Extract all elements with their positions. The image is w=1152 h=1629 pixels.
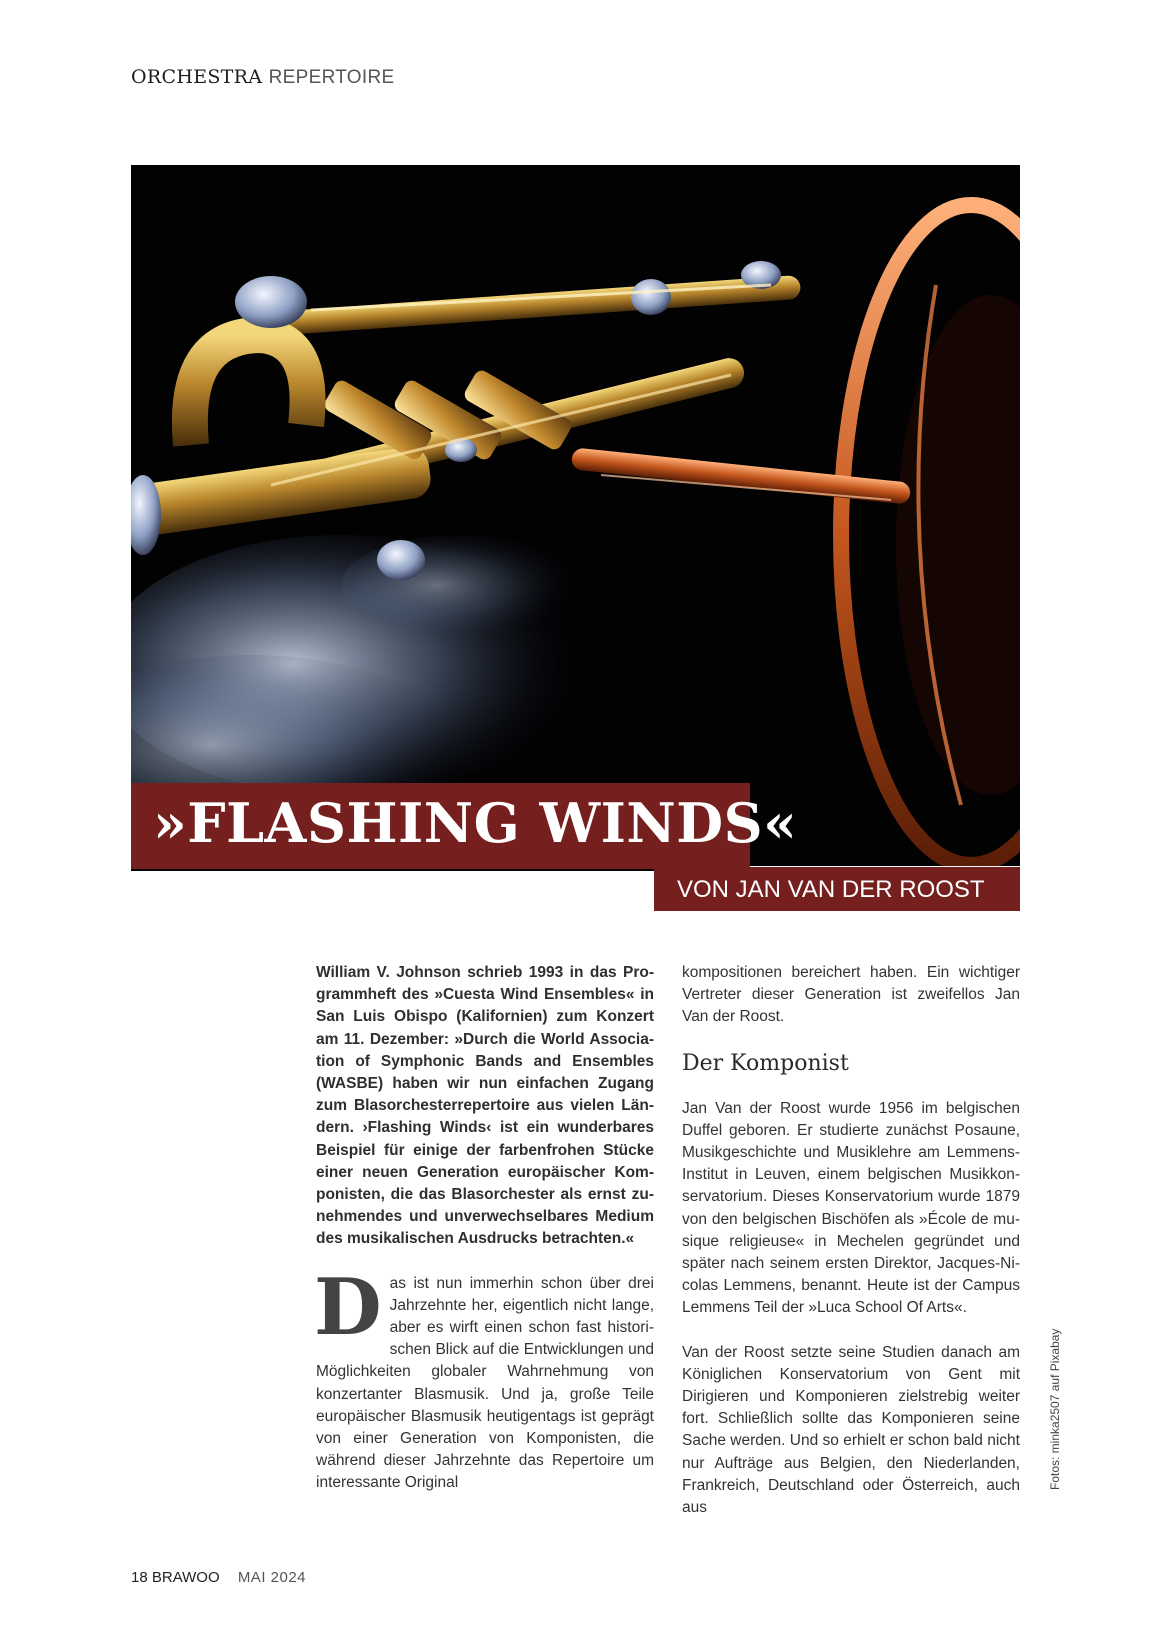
- page-footer: [131, 1569, 306, 1586]
- section-primary: ORCHESTRA: [131, 66, 263, 88]
- body-paragraph-1-right: kompositionen bereichert haben. Ein wichtiger Vertreter dieser Generation ist zweifellos Jan Van der Roost.: [682, 964, 1020, 1026]
- section-label: [131, 66, 394, 89]
- article-subtitle: VON JAN VAN DER ROOST: [677, 876, 985, 903]
- body-paragraph-1-left: as ist nun immerhin schon über drei Jahrzehnte her, eigentlich nicht lange, aber es wirft einen schon fast historischen Blick auf die Entwicklungen und Möglichkeiten globaler Wahrnehmung von konzertanter Blasmusik. Und ja, große Teile europäischer Blasmusik heutigentags ist geprägt von einer Generation von Komponisten, die während dieser Jahrzehnte das Repertoire um interessante Original: [316, 1274, 654, 1492]
- trumpet-photo: [131, 165, 1020, 866]
- body-paragraph-3: Van der Roost setzte seine Studien danach am Königlichen Konservatorium von Gent mit Dirigieren und Komponieren zielstrebig weiter fort. Schließlich sollte das Komponieren seine Sache werden. Und so erhielt er schon bald nicht nur Aufträge aus Belgien, den Niederlanden, Frankreich, Deutschland oder Österreich, auch aus: [682, 1343, 1020, 1517]
- magazine-name: BRAWOO: [151, 1569, 220, 1586]
- section-heading: Der Komponist: [682, 1050, 849, 1076]
- right-column: [682, 962, 1020, 1519]
- article-title-box: [131, 783, 798, 871]
- section-secondary: REPERTOIRE: [268, 67, 395, 88]
- article-title: »FLASHING WINDS«: [153, 791, 798, 855]
- lead-paragraph: William V. Johnson schrieb 1993 in das Programmheft des »Cuesta Wind Ensembles« in San Luis Obispo (Kalifornien) zum Konzert am 11. Dezember: »Durch die World Association of Symphonic Bands and Ensembles (WASBE) haben wir nun einfachen Zugang zum Blasorchesterrepertoire aus vielen Ländern. ›Flashing Winds‹ ist ein wunderbares Beispiel für einige der farbenfrohen Stücke einer neuen Generation europäischer Komponisten, die das Blasorchester als ernst zunehmendes und unverwechselbares Medium des musikalischen Ausdrucks betrachten.«: [316, 964, 654, 1248]
- article-subtitle-box: [654, 867, 1020, 911]
- hero-image: [131, 165, 1020, 866]
- body-paragraph-1: [314, 1261, 654, 1495]
- left-column: [316, 962, 654, 1495]
- issue-date: MAI 2024: [237, 1569, 307, 1586]
- photo-credit: Fotos: minka2507 auf Pixabay: [1048, 1328, 1062, 1490]
- drop-cap: D: [314, 1261, 382, 1353]
- body-paragraph-2: Jan Van der Roost wurde 1956 im belgischen Duffel geboren. Er studierte zunächst Posaune, Musikgeschichte und Musiklehre am Lemmens-Institut in Leuven, einem belgischen Musikkonservatorium. Dieses Konservatorium wurde 1879 von den belgischen Bischöfen als »École de musique religieuse« in Mechelen gegründet und später nach seinem ersten Direktor, Jacques-Nicolas Lemmens, benannt. Heute ist der Campus Lemmens Teil der »Luca School Of Arts«.: [682, 1099, 1020, 1317]
- page-number: 18: [131, 1569, 148, 1586]
